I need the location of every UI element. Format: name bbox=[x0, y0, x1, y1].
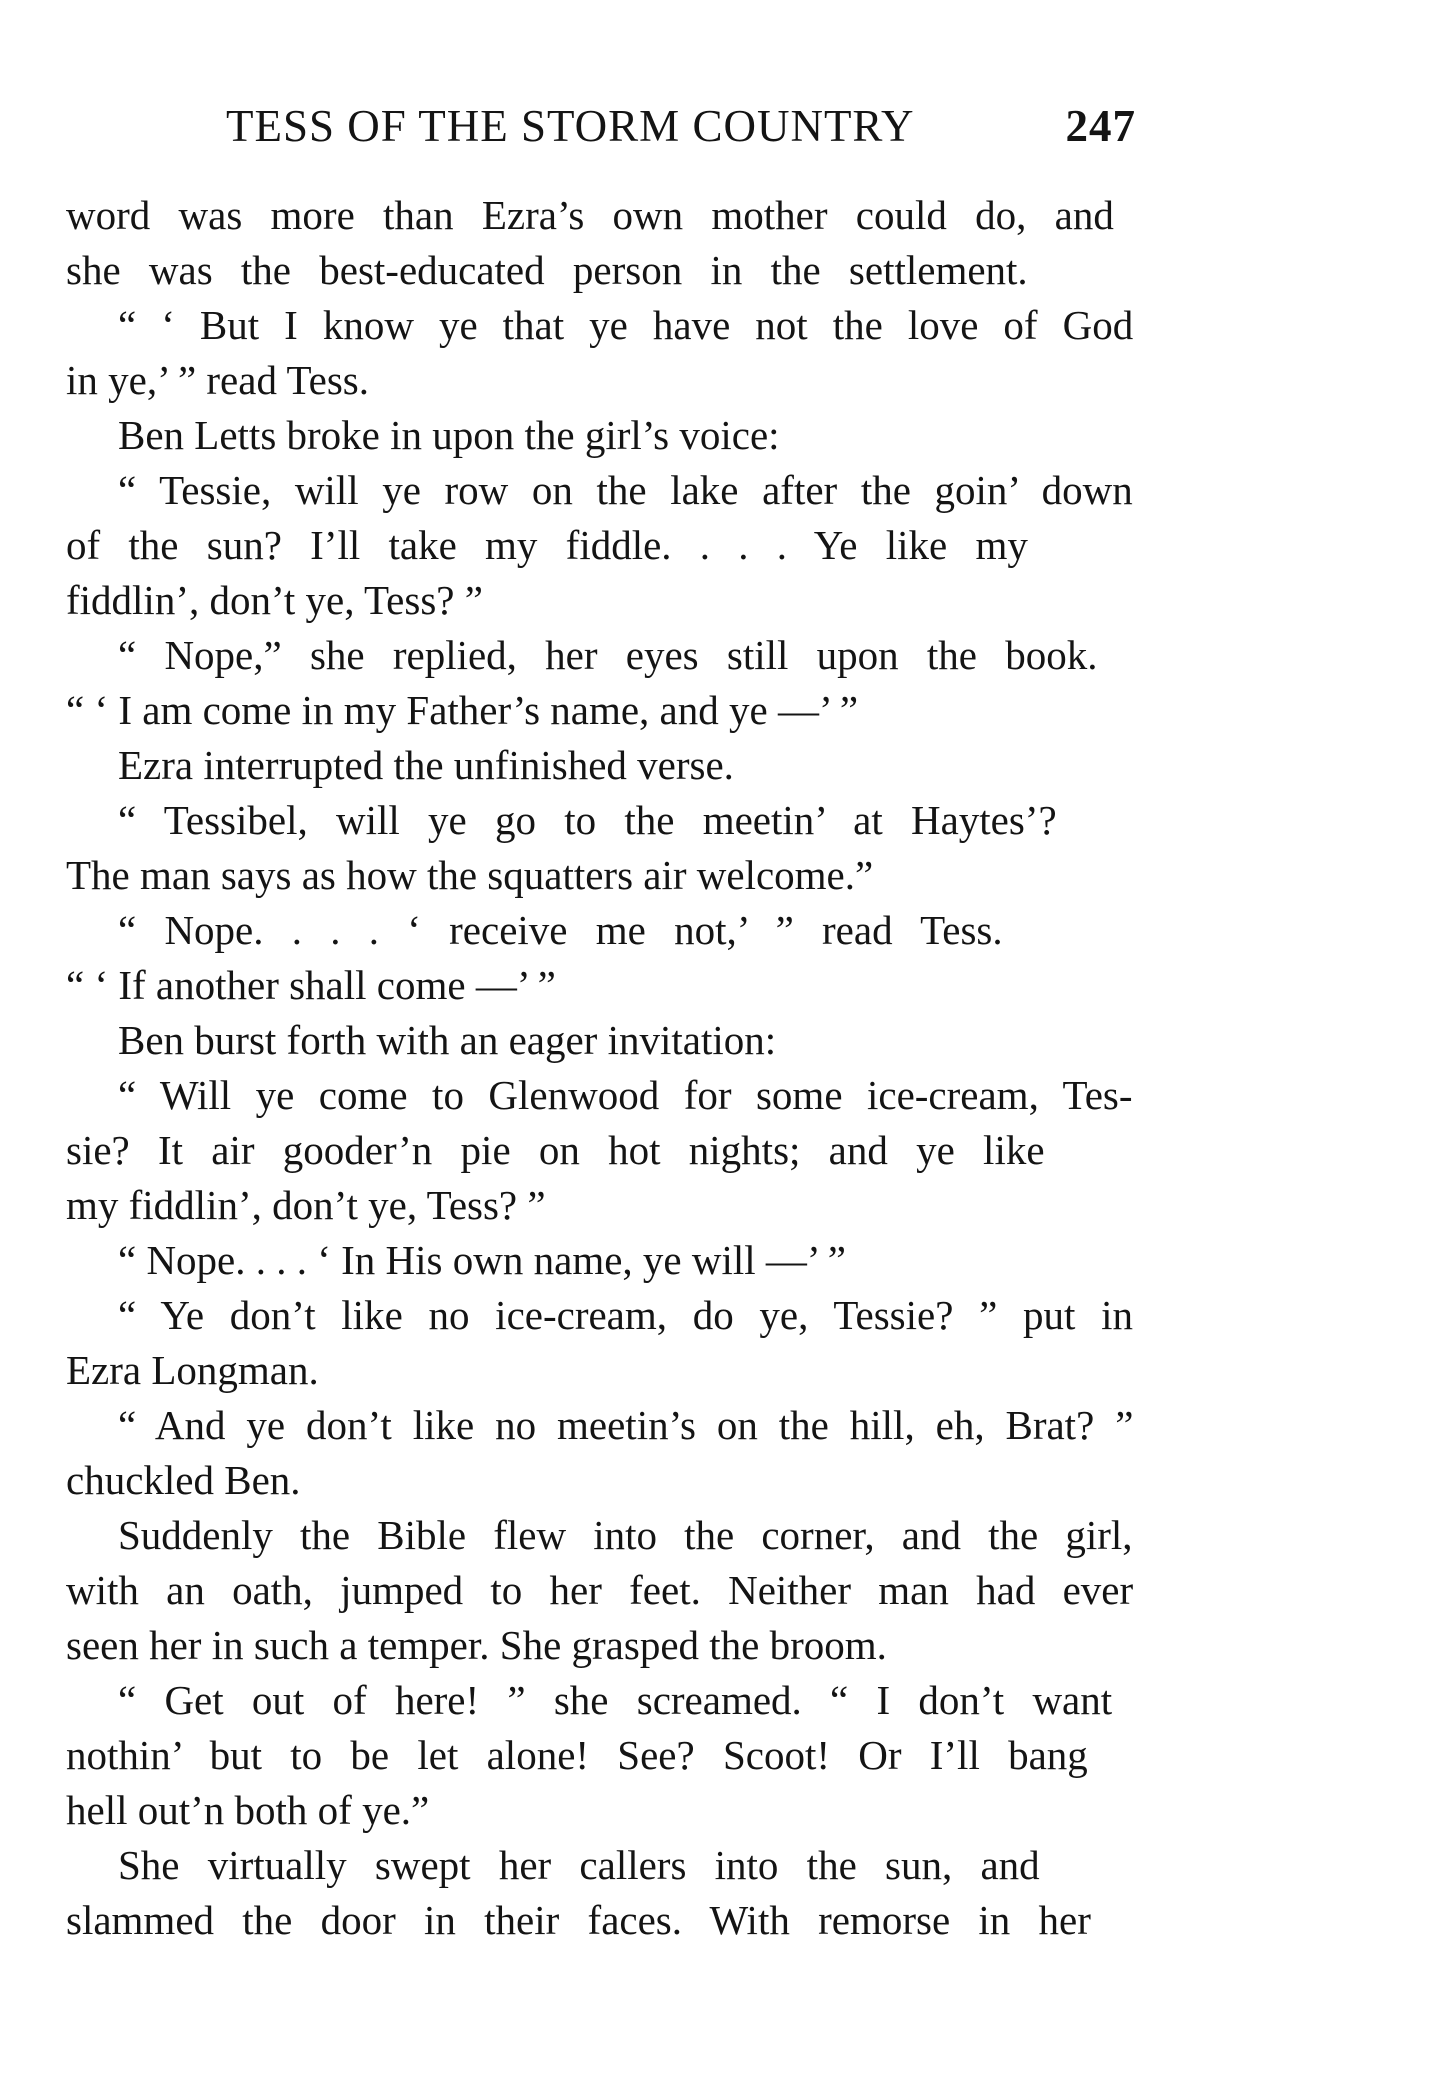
page-header bbox=[226, 96, 1136, 156]
page-number: 247 bbox=[1065, 101, 1136, 151]
text-line: Suddenly the Bible flew into the corner, and the girl, bbox=[118, 1512, 1133, 1558]
text-line: “ Nope. . . . ‘ In His own name, ye will —’ ” bbox=[118, 1237, 846, 1283]
text-line: “ Will ye come to Glenwood for some ice-cream, Tes- bbox=[118, 1072, 1133, 1118]
text-line: fiddlin’, don’t ye, Tess? ” bbox=[66, 577, 483, 623]
text-line: “ Tessie, will ye row on the lake after the goin’ down bbox=[118, 467, 1133, 513]
text-line: “ Nope,” she replied, her eyes still upon the book. bbox=[118, 632, 1098, 678]
text-line: slammed the door in their faces. With remorse in her bbox=[66, 1897, 1091, 1943]
text-line: word was more than Ezra’s own mother could do, and bbox=[66, 192, 1114, 238]
text-line: nothin’ but to be let alone! See? Scoot! Or I’ll bang bbox=[66, 1732, 1088, 1778]
text-line: “ ‘ But I know ye that ye have not the love of God bbox=[118, 302, 1134, 348]
text-line: “ Tessibel, will ye go to the meetin’ at Haytes’? bbox=[118, 797, 1057, 843]
text-line: “ Get out of here! ” she screamed. “ I don’t want bbox=[118, 1677, 1113, 1723]
text-line: The man says as how the squatters air welcome.” bbox=[66, 852, 874, 898]
text-line: with an oath, jumped to her feet. Neither man had ever bbox=[66, 1567, 1134, 1613]
text-line: seen her in such a temper. She grasped the broom. bbox=[66, 1622, 887, 1668]
text-line: “ Ye don’t like no ice-cream, do ye, Tessie? ” put in bbox=[118, 1292, 1134, 1338]
text-line: she was the best-educated person in the settlement. bbox=[66, 247, 1028, 293]
text-line: “ ‘ If another shall come —’ ” bbox=[66, 962, 556, 1008]
text-line: “ ‘ I am come in my Father’s name, and ye —’ ” bbox=[66, 687, 859, 733]
text-line: Ezra Longman. bbox=[66, 1347, 319, 1393]
text-line: in ye,’ ” read Tess. bbox=[66, 357, 369, 403]
running-title: TESS OF THE STORM COUNTRY bbox=[226, 101, 915, 151]
text-line: Ezra interrupted the unfinished verse. bbox=[118, 742, 734, 788]
text-line: Ben burst forth with an eager invitation: bbox=[118, 1017, 777, 1063]
text-line: sie? It air gooder’n pie on hot nights; and ye like bbox=[66, 1127, 1045, 1173]
text-line: hell out’n both of ye.” bbox=[66, 1787, 430, 1833]
text-line: my fiddlin’, don’t ye, Tess? ” bbox=[66, 1182, 546, 1228]
text-line: She virtually swept her callers into the sun, and bbox=[118, 1842, 1040, 1888]
text-line: Ben Letts broke in upon the girl’s voice: bbox=[118, 412, 780, 458]
text-line: chuckled Ben. bbox=[66, 1457, 301, 1503]
text-line: “ And ye don’t like no meetin’s on the hill, eh, Brat? ” bbox=[118, 1402, 1134, 1448]
text-line: “ Nope. . . . ‘ receive me not,’ ” read Tess. bbox=[118, 907, 1003, 953]
text-line: of the sun? I’ll take my fiddle. . . . Ye like my bbox=[66, 522, 1028, 568]
